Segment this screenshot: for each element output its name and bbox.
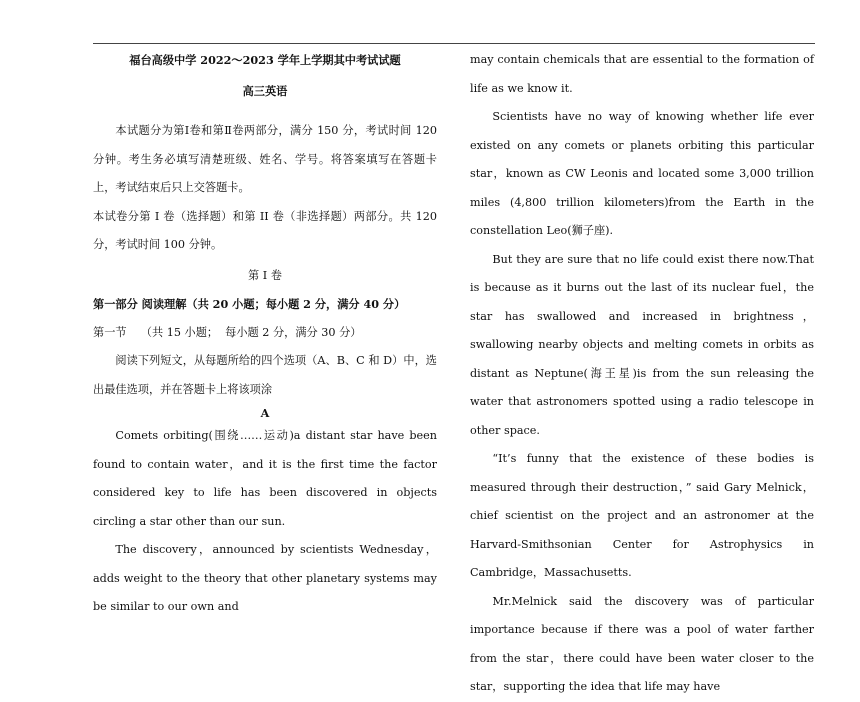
passage-para-3: Scientists have no way of knowing whether life ever existed on any comets or planets orbiting this particular star，known as CW Leonis and located some 3,000 trillion miles (4,800 trillion kilometers)from the Earth in the constellation Leo(狮子座). (470, 110, 814, 237)
passage-para-1: Comets orbiting(围绕……运动)a distant star have been found to contain water，and it is the first time the factor considered key to life has been discovered in objects circling a star other than our sun. (93, 429, 437, 528)
left-column (93, 46, 437, 622)
passage-para-5: “It’s funny that the existence of these bodies is measured through their destruction，” said Gary Melnick，chief scientist on the project and an astronomer at the Harvard-Smithsonian Center for Astrophysics in Cambridge，Massachusetts. (470, 452, 814, 579)
instructions-para-2: 本试卷分第 I 卷（选择题）和第 II 卷（非选择题）两部分。共 120 分，考试时间 100 分钟。 (93, 209, 437, 251)
passage-para-4: But they are sure that no life could exist there now.That is because as it burns out the last of its nuclear fuel，the star has swallowed and increased in brightness，swallowing nearby objects and melting comets in orbits as distant as Neptune(海王星)is from the sun releasing the water that astronomers spotted using a radio telescope in other space. (470, 252, 814, 437)
section-instructions: 阅读下列短文，从每题所给的四个选项（A、B、C 和 D）中，选出最佳选项，并在答题卡上将该项涂 (93, 354, 437, 396)
passage-para-2-end: may contain chemicals that are essential to the formation of life as we know it. (470, 53, 814, 95)
exam-subject: 高三英语 (242, 83, 288, 98)
passage-para-6: Mr.Melnick said the discovery was of particular importance because if there was a pool of water farther from the star，there could have been water closer to the star，supporting the idea that life may have (470, 594, 814, 693)
section-heading: 第一节 （共 15 小题； 每小题 2 分，满分 30 分） (93, 325, 362, 339)
passage-letter: A (260, 406, 270, 420)
exam-title: 福台高级中学 2022～2023 学年上学期其中考试试题 (129, 53, 401, 67)
volume-label: 第 I 卷 (248, 268, 282, 282)
right-column (470, 46, 814, 702)
passage-para-2-start: The discovery，announced by scientists Wednesday，adds weight to the theory that other planetary systems may be similar to our own and (93, 543, 437, 613)
part-heading: 第一部分 阅读理解（共 20 小题；每小题 2 分，满分 40 分） (93, 297, 406, 311)
header-rule (93, 43, 815, 44)
instructions-para-1: 本试题分为第Ⅰ卷和第Ⅱ卷两部分，满分 150 分，考试时间 120 分钟。考生务必填写清楚班级、姓名、学号。将答案填写在答题卡上，考试结束后只上交答题卡。 (93, 124, 437, 194)
